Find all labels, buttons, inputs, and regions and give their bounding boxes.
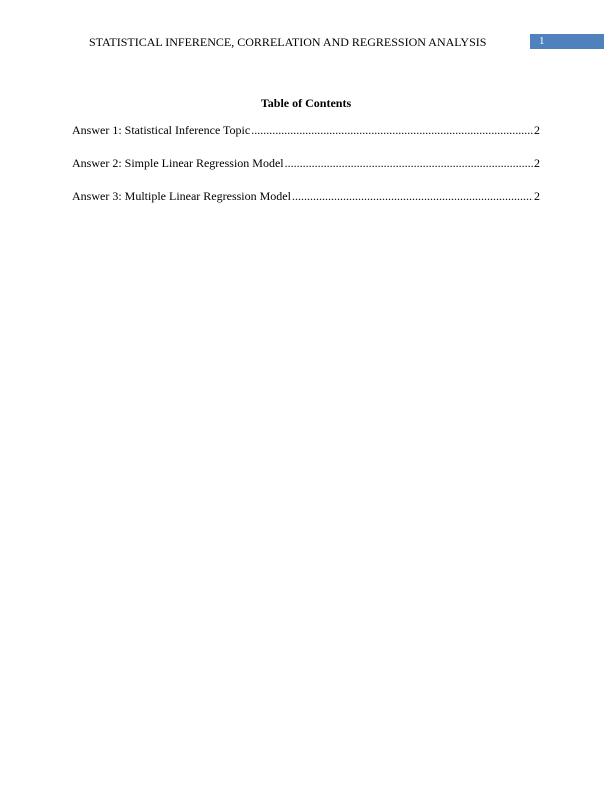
- page-number: 1: [539, 35, 545, 47]
- toc-entry-page: 2: [534, 189, 540, 203]
- running-header-title: STATISTICAL INFERENCE, CORRELATION AND REGRESSION ANALYSIS: [89, 35, 487, 49]
- toc-entry-text: Answer 1: Statistical Inference Topic: [72, 123, 251, 137]
- toc-entry-answer-3[interactable]: [72, 189, 540, 222]
- toc-entry-page: 2: [534, 156, 540, 170]
- toc-entry-page: 2: [534, 123, 540, 137]
- toc-entry-text: Answer 2: Simple Linear Regression Model: [72, 156, 284, 170]
- toc-dot-leader: [251, 123, 533, 138]
- toc-dot-leader: [292, 189, 533, 204]
- page-number-badge: [530, 34, 604, 49]
- toc-dot-leader: [285, 156, 533, 171]
- toc-entry-answer-2[interactable]: [72, 156, 540, 189]
- toc-heading: Table of Contents: [260, 96, 352, 110]
- toc-list: [72, 123, 540, 222]
- toc-entry-answer-1[interactable]: [72, 123, 540, 156]
- toc-entry-text: Answer 3: Multiple Linear Regression Model: [72, 189, 291, 203]
